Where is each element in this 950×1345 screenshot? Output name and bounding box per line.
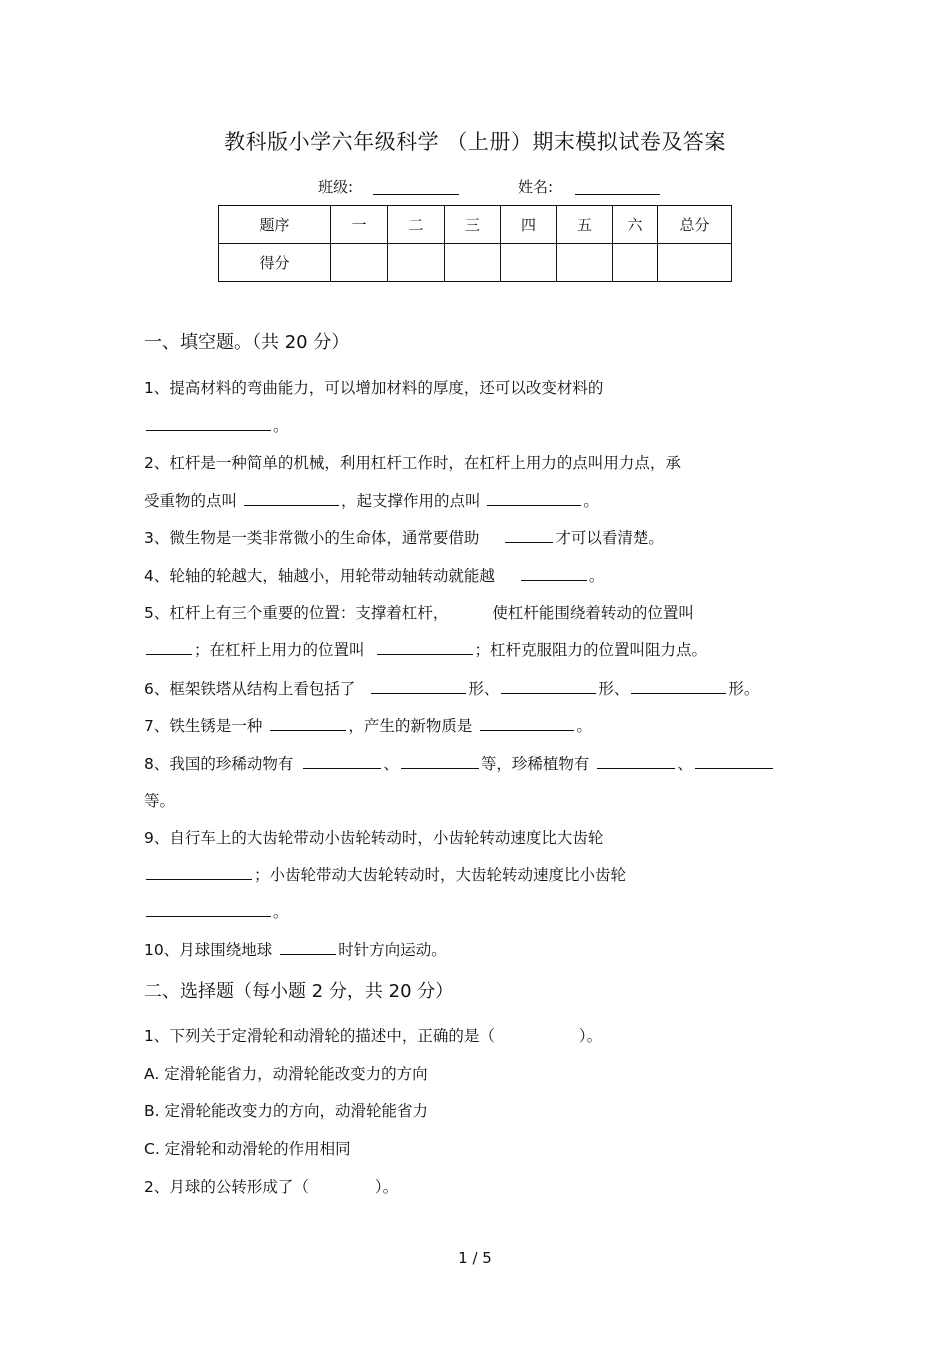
header-cell: 题序 bbox=[219, 206, 331, 244]
answer-blank[interactable] bbox=[597, 754, 675, 769]
class-label: 班级: bbox=[318, 178, 354, 196]
mc-option-a: A. 定滑轮能省力，动滑轮能改变力的方向 bbox=[144, 1065, 428, 1083]
answer-blank[interactable] bbox=[631, 679, 726, 694]
text: 才可以看清楚。 bbox=[555, 529, 664, 547]
text: 1、下列关于定滑轮和动滑轮的描述中，正确的是（ bbox=[144, 1027, 495, 1045]
question-9-line-1: 9、自行车上的大齿轮带动小齿轮转动时，小齿轮转动速度比大齿轮 bbox=[144, 829, 604, 847]
answer-blank[interactable] bbox=[695, 754, 773, 769]
text: 、 bbox=[677, 755, 693, 773]
answer-blank[interactable] bbox=[371, 679, 466, 694]
name-label: 姓名: bbox=[518, 178, 554, 196]
question-6 bbox=[144, 679, 759, 699]
punct: 。 bbox=[273, 903, 289, 921]
text: ；在杠杆上用力的位置叫 bbox=[194, 641, 365, 659]
text: ，起支撑作用的点叫 bbox=[340, 492, 481, 510]
text: 形、 bbox=[598, 680, 630, 698]
mc-option-b: B. 定滑轮能改变力的方向，动滑轮能省力 bbox=[144, 1102, 428, 1120]
text: 形、 bbox=[468, 680, 500, 698]
section-1-heading: 一、填空题。（共 20 分） bbox=[144, 332, 350, 353]
section-2-heading: 二、选择题（每小题 2 分，共 20 分） bbox=[144, 981, 454, 1002]
answer-blank[interactable] bbox=[501, 679, 596, 694]
text: 3、微生物是一类非常微小的生命体，通常要借助 bbox=[144, 529, 480, 547]
question-4 bbox=[144, 566, 604, 586]
header-cell: 二 bbox=[388, 206, 445, 244]
answer-blank[interactable] bbox=[521, 566, 587, 581]
text: 7、铁生锈是一种 bbox=[144, 717, 263, 735]
text: ）。 bbox=[578, 1027, 603, 1045]
question-2-line-2 bbox=[144, 491, 599, 511]
text: 5、杠杆上有三个重要的位置：支撑着杠杆， bbox=[144, 604, 449, 622]
page-number: 1 / 5 bbox=[458, 1249, 492, 1267]
text: ；杠杆克服阻力的位置叫阻力点。 bbox=[474, 641, 708, 659]
answer-blank[interactable] bbox=[280, 940, 336, 955]
text: 8、我国的珍稀动物有 bbox=[144, 755, 294, 773]
row-label: 得分 bbox=[219, 244, 331, 282]
header-cell: 三 bbox=[445, 206, 501, 244]
punct: 。 bbox=[588, 567, 605, 585]
mc-question-1 bbox=[144, 1026, 602, 1046]
text: 等，珍稀植物有 bbox=[480, 755, 590, 773]
question-1-line-2 bbox=[144, 416, 289, 436]
header-cell: 四 bbox=[501, 206, 557, 244]
question-7 bbox=[144, 716, 592, 736]
question-3 bbox=[144, 528, 664, 548]
page-title: 教科版小学六年级科学 （上册）期末模拟试卷及答案 bbox=[224, 130, 726, 154]
question-10 bbox=[144, 940, 447, 960]
text: ，产生的新物质是 bbox=[348, 717, 473, 735]
text: ）。 bbox=[374, 1178, 399, 1196]
answer-blank[interactable] bbox=[377, 640, 473, 655]
text: 2、月球的公转形成了（ bbox=[144, 1178, 309, 1196]
question-2-line-1: 2、杠杆是一种简单的机械，利用杠杆工作时，在杠杆上用力的点叫用力点，承 bbox=[144, 454, 681, 472]
answer-blank[interactable] bbox=[146, 640, 192, 655]
punct: 。 bbox=[273, 417, 289, 435]
question-5-line-2 bbox=[144, 640, 707, 660]
text: 受重物的点叫 bbox=[144, 492, 238, 510]
text: 6、框架铁塔从结构上看包括了 bbox=[144, 680, 356, 698]
answer-blank[interactable] bbox=[487, 491, 581, 506]
answer-blank[interactable] bbox=[270, 716, 346, 731]
header-cell: 一 bbox=[331, 206, 388, 244]
text: 4、轮轴的轮越大，轴越小，用轮带动轴转动就能越 bbox=[144, 567, 495, 585]
text: ；小齿轮带动大齿轮转动时，大齿轮转动速度比小齿轮 bbox=[254, 866, 627, 884]
text: 形。 bbox=[728, 680, 760, 698]
header-cell: 六 bbox=[613, 206, 658, 244]
question-8-line-1 bbox=[144, 754, 775, 774]
question-1-line-1: 1、提高材料的弯曲能力，可以增加材料的厚度，还可以改变材料的 bbox=[144, 379, 604, 397]
mc-option-c: C. 定滑轮和动滑轮的作用相同 bbox=[144, 1140, 351, 1158]
text: 、 bbox=[383, 755, 399, 773]
answer-blank[interactable] bbox=[401, 754, 479, 769]
question-9-line-3 bbox=[144, 902, 289, 922]
punct: 。 bbox=[583, 492, 599, 510]
answer-blank[interactable] bbox=[480, 716, 574, 731]
answer-blank[interactable] bbox=[146, 865, 252, 880]
answer-blank[interactable] bbox=[146, 902, 271, 917]
answer-blank[interactable] bbox=[303, 754, 381, 769]
question-8-line-2: 等。 bbox=[144, 792, 176, 810]
answer-blank[interactable] bbox=[505, 528, 553, 543]
text: 时针方向运动。 bbox=[338, 941, 447, 959]
header-cell: 总分 bbox=[658, 206, 732, 244]
punct: 。 bbox=[576, 717, 592, 735]
question-5-line-1 bbox=[144, 603, 694, 623]
answer-blank[interactable] bbox=[146, 416, 271, 431]
answer-blank[interactable] bbox=[244, 491, 339, 506]
question-9-line-2 bbox=[144, 865, 626, 885]
text: 10、月球围绕地球 bbox=[144, 941, 273, 959]
text: 使杠杆能围绕着转动的位置叫 bbox=[492, 604, 694, 622]
header-cell: 五 bbox=[557, 206, 613, 244]
mc-question-2 bbox=[144, 1177, 398, 1197]
